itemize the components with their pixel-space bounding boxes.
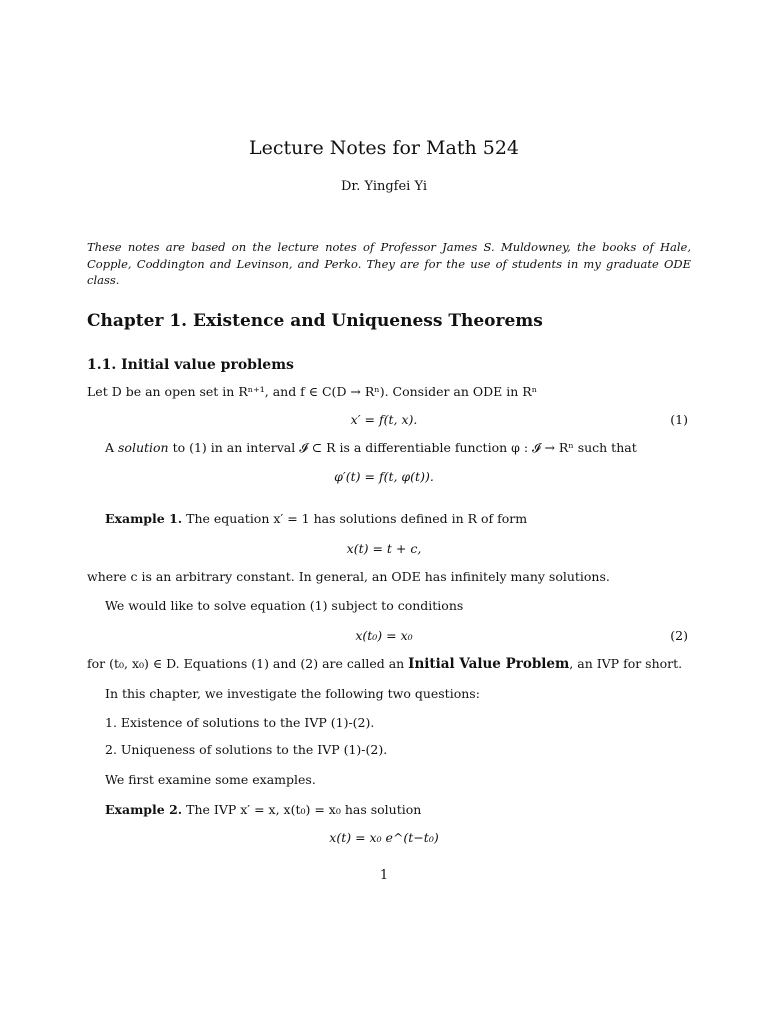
document-title: Lecture Notes for Math 524 — [248, 137, 520, 159]
chapter-heading: Chapter 1. Existence and Uniqueness Theorems — [87, 311, 543, 331]
example-1-text: The equation x′ = 1 has solutions defined in R of form — [182, 511, 528, 526]
equation-example-1: x(t) = t + c, — [346, 541, 422, 556]
paragraph-questions: In this chapter, we investigate the following two questions: — [105, 686, 480, 701]
section-heading: 1.1. Initial value problems — [87, 357, 294, 373]
ivp-text-start: for (t₀, x₀) ∈ D. Equations (1) and (2) are called an — [87, 656, 409, 671]
equation-phi: φ′(t) = f(t, φ(t)). — [334, 469, 434, 484]
paragraph-ode-definition: Let D be an open set in Rⁿ⁺¹, and f ∈ C(D → Rⁿ). Consider an ODE in Rⁿ — [87, 384, 538, 399]
ivp-text-end: , an IVP for short. — [569, 656, 683, 671]
abstract-paragraph: These notes are based on the lecture notes of Professor James S. Muldowney, the books of Hale, Copple, Coddington and Levinson, and Perko. They are for the use of students in my graduate ODE class. — [87, 240, 691, 287]
paragraph-examples-intro: We first examine some examples. — [105, 772, 316, 787]
example-2-paragraph — [105, 802, 421, 817]
equation-2: x(t₀) = x₀ — [355, 628, 413, 643]
paragraph-solution-rest: to (1) in an interval 𝓘 ⊂ R is a differentiable function φ : 𝓘 → Rⁿ such that — [168, 440, 637, 455]
solution-term: solution — [118, 440, 169, 455]
list-item: 2. Uniqueness of solutions to the IVP (1)-(2). — [105, 742, 388, 757]
equation-2-number: (2) — [670, 628, 688, 643]
equation-1: x′ = f(t, x). — [350, 412, 418, 427]
equation-example-2: x(t) = x₀ e^(t−t₀) — [329, 830, 439, 845]
equation-1-number: (1) — [670, 412, 688, 427]
example-2-text: The IVP x′ = x, x(t₀) = x₀ has solution — [182, 802, 422, 817]
example-1-paragraph — [105, 511, 527, 526]
document-author: Dr. Yingfei Yi — [341, 179, 427, 194]
list-item: 1. Existence of solutions to the IVP (1)-(2). — [105, 715, 375, 730]
page-number: 1 — [379, 868, 389, 883]
paragraph-arbitrary-constant: where c is an arbitrary constant. In general, an ODE has infinitely many solutions. — [87, 569, 610, 584]
paragraph-conditions: We would like to solve equation (1) subject to conditions — [105, 598, 464, 613]
ivp-term: Initial Value Problem — [408, 656, 570, 672]
example-1-label: Example 1. — [105, 511, 183, 526]
example-2-label: Example 2. — [105, 802, 183, 817]
paragraph-ivp-definition — [87, 656, 682, 672]
paragraph-solution-start: A — [105, 440, 119, 455]
paragraph-solution-definition — [105, 440, 637, 456]
